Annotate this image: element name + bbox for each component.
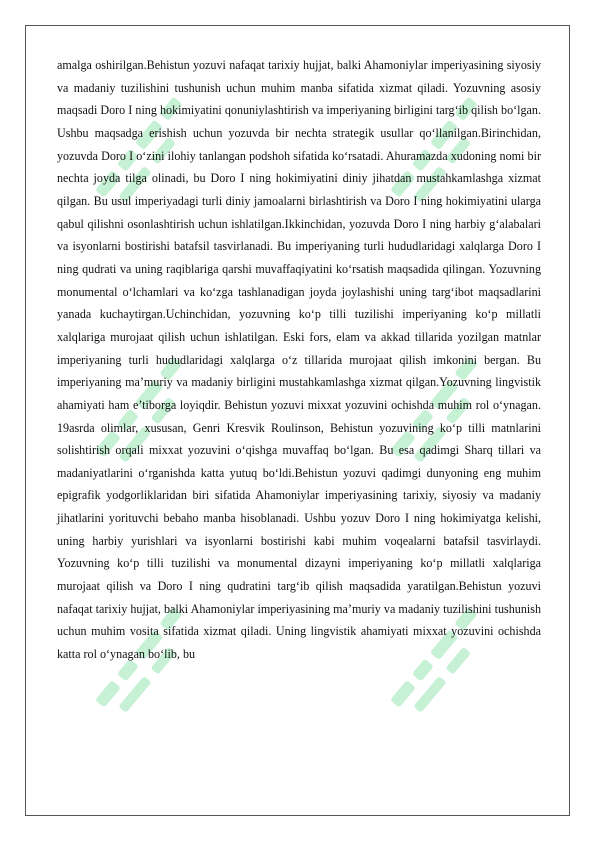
body-paragraph: amalga oshirilgan.Behistun yozuvi nafaqat tarixiy hujjat, balki Ahamoniylar imperiyasining siyosiy va madaniy tuzilishini tushunish uchun muhim manba sifatida xizmat qiladi. Yozuvning asosiy maqsadi Doro I ning hokimiyatini qonuniylashtirish va imperiyaning birligini targ‘ib qilish bo‘lgan. Ushbu maqsadga erishish uchun yozuvda bir nechta strategik usullar qo‘llanilgan.Birinchidan, yozuvda Doro I o‘zini ilohiy tanlangan podshoh sifatida ko‘rsatadi. Ahuramazda xudoning nomi bir nechta joyda tilga olinadi, bu Doro I ning hokimiyatini diniy jihatdan mustahkamlashga xizmat qilgan. Bu usul imperiyadagi turli diniy jamoalarni birlashtirish va Doro I ning hokimiyatini ularga qabul qilishni osonlashtirish uchun ishlatilgan.Ikkinchidan, yozuvda Doro I ning harbiy g‘alabalari va isyonlarni bostirishi batafsil tasvirlanadi. Bu imperiyaning turli hududlaridagi xalqlarga Doro I ning qudrati va uning raqiblariga qarshi muvaffaqiyatini ko‘rsatish maqsadida qilingan. Yozuvning monumental o‘lchamlari va ko‘zga tashlanadigan joyda joylashishi uning targ‘ibot maqsadlarini yanada kuchaytirgan.Uchinchidan, yozuvning ko‘p tilli tuzilishi imperiyaning ko‘p millatli xalqlariga murojaat qilish uchun ishlatilgan. Eski fors, elam va akkad tillarida yozilgan matnlar imperiyaning turli hududlaridagi xalqlarga o‘z tillarida murojaat qilish imkonini bergan. Bu imperiyaning ma’muriy va madaniy birligini mustahkamlashga xizmat qilgan.Yozuvning lingvistik ahamiyati ham e’tiborga loyiqdir. Behistun yozuvi mixxat yozuvini ochishda muhim rol o‘ynagan. 19asrda olimlar, xususan, Genri Kresvik Roulinson, Behistun yozuvining ko‘p tilli matnlarini solishtirish orqali mixxat yozuvini o‘qishga muvaffaq bo‘lgan. Bu esa qadimgi Sharq tillari va madaniyatlarini o‘rganishda katta yutuq bo‘ldi.Behistun yozuvi qadimgi dunyoning eng muhim epigrafik yodgorliklaridan biri sifatida Ahamoniylar imperiyasining tarixiy, siyosiy va madaniy jihatlarini yorituvchi bebaho manba hisoblanadi. Ushbu yozuv Doro I ning hokimiyatga kelishi, uning harbiy yurishlari va isyonlarni bostirishi kabi muhim voqealarni batafsil tasvirlaydi. Yozuvning ko‘p tilli tuzilishi va monumental dizayni imperiyaning ko‘p millatli xalqlariga murojaat qilish va Doro I ning qudratini targ‘ib qilish maqsadida yaratilgan.Behistun yozuvi nafaqat tarixiy hujjat, balki Ahamoniylar imperiyasining ma’muriy va madaniy tuzilishini tushunish uchun muhim vosita sifatida xizmat qiladi. Uning lingvistik ahamiyati mixxat yozuvini ochishda katta rol o‘ynagan bo‘lib, bu: [57, 58, 541, 662]
